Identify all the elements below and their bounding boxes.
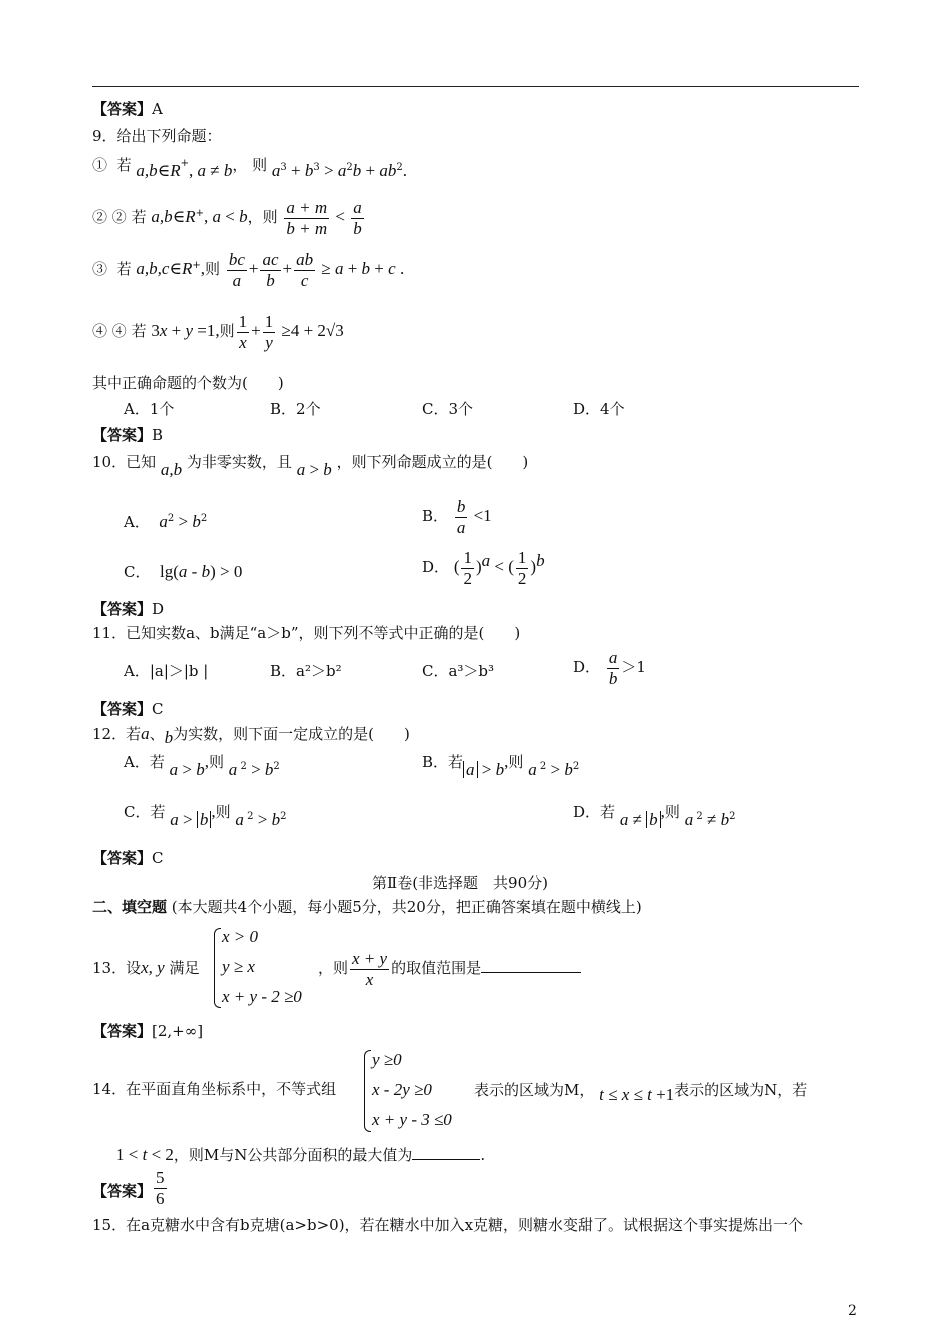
q12-answer: 【答案】C: [92, 849, 164, 867]
q10-option-b: B． $\frac{b}{a}$ <1: [422, 497, 492, 537]
q12-option-b: B．若 a > b,则 a $^2 > b^2$: [422, 752, 580, 779]
q8-answer: 【答案】A: [92, 100, 163, 118]
q11-answer: 【答案】C: [92, 700, 164, 718]
section-heading: 第Ⅱ卷(非选择题 共90分): [372, 874, 548, 892]
q14-ineq-1: y ≥0: [372, 1050, 402, 1069]
q14-ineq-2: x - 2y ≥0: [372, 1080, 432, 1099]
q14-system-brace: [364, 1050, 371, 1132]
q9-prop-1: ① 若 a,b∈R+, a ≠ b， 则 $a^3 + b^3 > a^2b + ab^2$.: [92, 156, 407, 180]
q15-stem: 15．在a克糖水中含有b克塘(a>b>0)，若在糖水中加入x克糖，则糖水变甜了。试根据这个事实提炼出一个: [92, 1216, 804, 1234]
q11-option-c: C．a³＞b³: [422, 662, 495, 680]
q14-answer: 【答案】 $\frac{5}{6}$: [92, 1168, 165, 1208]
q14-line2: 1 < t < 2，则M与N公共部分面积的最大值为 .: [116, 1145, 486, 1164]
q9-answer: 【答案】B: [92, 426, 164, 444]
q10-stem: 10．已知 a,b 为非零实数，且 a > b ，则下列命题成立的是( ): [92, 453, 529, 479]
q9-option-d: D．4个: [573, 400, 625, 418]
q9-option-c: C．3个: [422, 400, 474, 418]
q13-ineq-3: x + y - 2 ≥0: [222, 987, 302, 1006]
q11-option-b: B．a²＞b²: [270, 662, 342, 680]
q13-stem: 13．设x, y 满足: [92, 958, 200, 977]
q9-option-a: A．1个: [124, 400, 175, 418]
q9-option-b: B．2个: [270, 400, 321, 418]
q10-option-c: C． lg(a - b) > 0: [124, 562, 243, 581]
q10-option-d: D． ( $\frac{1}{2}$ )$^a$ < ( $\frac{1}{2}$ )$^b$: [422, 548, 545, 588]
q9-title: 9．给出下列命题：: [92, 127, 222, 145]
q13-ineq-1: x > 0: [222, 927, 259, 946]
page-number: 2: [848, 1303, 857, 1319]
q9-prop-4: ④ ④ 若 3x + y =1,则 $\frac{1}{x}$ + $\frac{1}{y}$ ≥4 + 2√3: [92, 312, 344, 352]
q11-stem: 11．已知实数a、b满足“a＞b”，则下列不等式中正确的是( ): [92, 624, 521, 642]
q12-option-a: A．若 a > b,则 a $^2 > b^2$: [124, 752, 280, 779]
q11-option-a: A．|a|＞|b |: [124, 662, 209, 680]
section-title: 二、填空题 (本大题共4个小题，每小题5分，共20分，把正确答案填在题中横线上): [92, 898, 642, 916]
q13-ineq-2: y ≥ x: [222, 957, 255, 976]
q9-prop-3: ③ 若 a,b,c∈R+,则 $\frac{bc}{a}$ + $\frac{ac}{b}$ + $\frac{ab}{c}$ ≥ a + b + c .: [92, 250, 405, 290]
q12-stem: 12．若a、b为实数，则下面一定成立的是( ): [92, 724, 410, 747]
q9-prop-2: ② ② 若 a,b∈R+, a < b，则 $\frac{a + m}{b + m}$ < $\frac{a}{b}$: [92, 198, 362, 238]
q12-option-c: C．若 a > b ,则 a $^2 > b^2$: [124, 802, 287, 829]
q11-option-d: D． $\frac{a}{b}$ ＞1: [573, 648, 646, 688]
q14-region-m: 表示的区域为M， t ≤ x ≤ t +1表示的区域为N，若: [474, 1081, 808, 1104]
q10-answer: 【答案】D: [92, 600, 165, 618]
header-rule: [92, 86, 859, 87]
q13-answer: 【答案】[2,+∞]: [92, 1022, 204, 1040]
q9-stem: 其中正确命题的个数为( ): [92, 374, 284, 392]
q13-system-brace: [214, 928, 221, 1008]
q14-ineq-3: x + y - 3 ≤0: [372, 1110, 452, 1129]
q14-stem: 14．在平面直角坐标系中，不等式组: [92, 1080, 337, 1098]
q10-option-a: A． $a^2 > b^2$: [124, 512, 208, 531]
q12-option-d: D．若 a ≠ b ,则 a $^2 \ne b^2$: [573, 802, 736, 829]
q13-target: ，则 $\frac{x + y}{x}$ 的取值范围是: [318, 949, 581, 989]
